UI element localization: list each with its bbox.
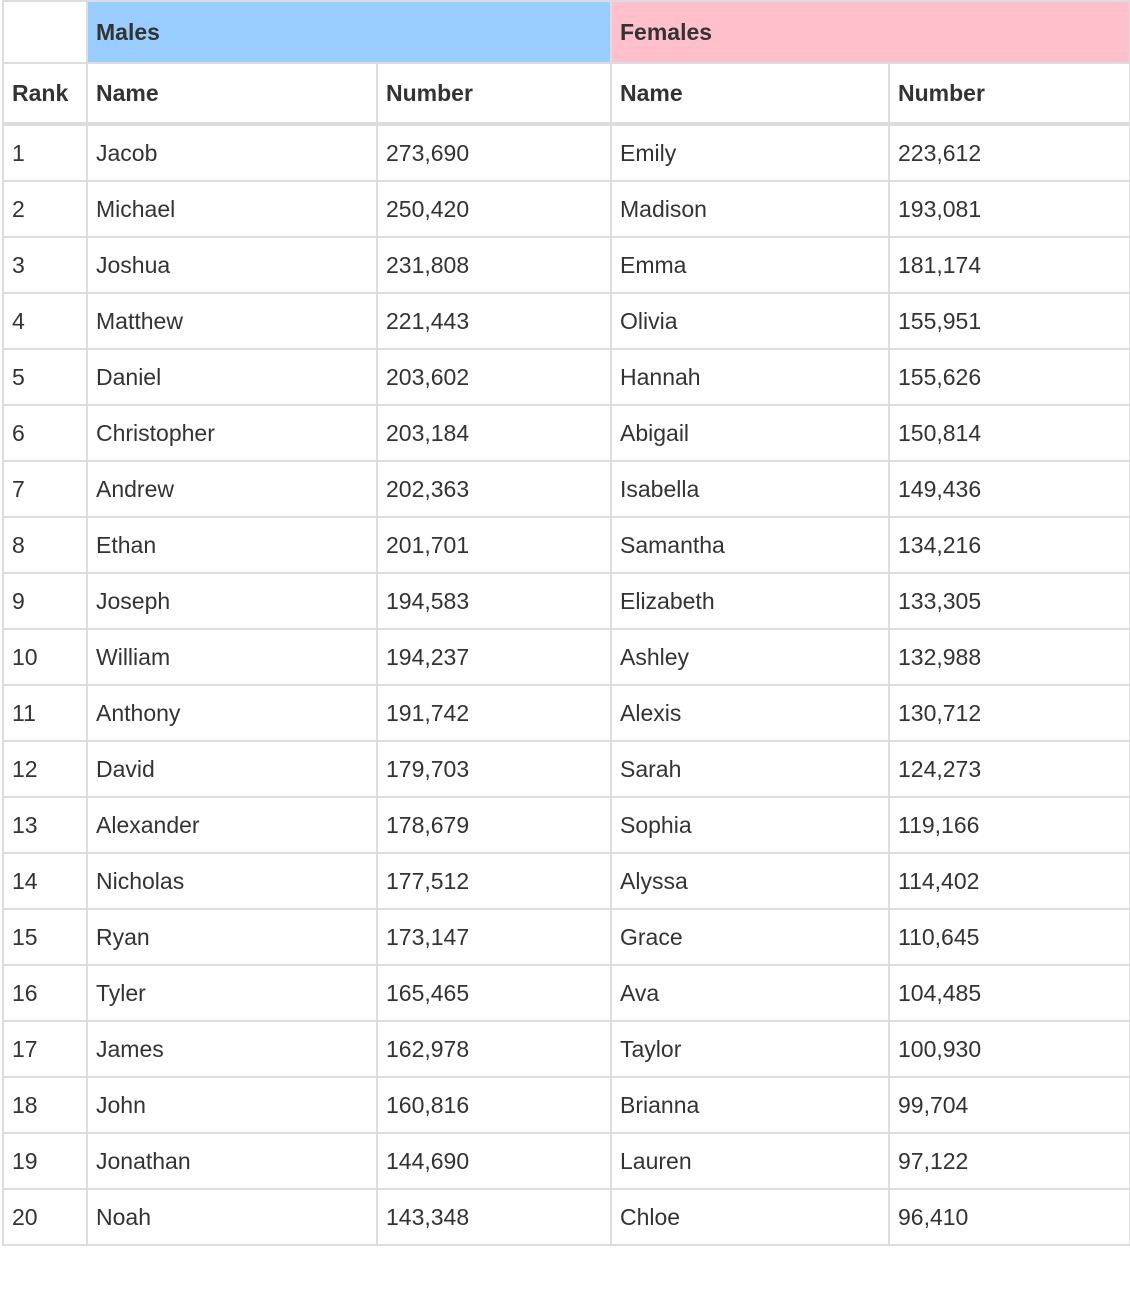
- table-row: [3, 461, 1130, 517]
- table-row: [3, 629, 1130, 685]
- rank-cell: 14: [3, 853, 87, 909]
- male-number-cell: 203,602: [377, 349, 611, 405]
- male-number-cell: 231,808: [377, 237, 611, 293]
- male-number-cell: 202,363: [377, 461, 611, 517]
- female-number-cell: 150,814: [889, 405, 1130, 461]
- table-row: [3, 741, 1130, 797]
- male-number-cell: 194,583: [377, 573, 611, 629]
- male-number-cell: 165,465: [377, 965, 611, 1021]
- table-row: [3, 1189, 1130, 1245]
- female-name-cell: Samantha: [611, 517, 889, 573]
- male-name-cell: Jacob: [87, 124, 377, 181]
- female-number-cell: 133,305: [889, 573, 1130, 629]
- male-name-cell: Joseph: [87, 573, 377, 629]
- female-name-cell: Taylor: [611, 1021, 889, 1077]
- female-number-cell: 114,402: [889, 853, 1130, 909]
- rank-cell: 3: [3, 237, 87, 293]
- male-number-cell: 273,690: [377, 124, 611, 181]
- rank-cell: 8: [3, 517, 87, 573]
- female-number-cell: 100,930: [889, 1021, 1130, 1077]
- rank-cell: 11: [3, 685, 87, 741]
- female-name-cell: Madison: [611, 181, 889, 237]
- rank-cell: 6: [3, 405, 87, 461]
- female-name-cell: Isabella: [611, 461, 889, 517]
- male-name-cell: Daniel: [87, 349, 377, 405]
- male-number-cell: 173,147: [377, 909, 611, 965]
- table-row: [3, 517, 1130, 573]
- male-name-cell: Noah: [87, 1189, 377, 1245]
- female-name-cell: Emma: [611, 237, 889, 293]
- female-name-cell: Olivia: [611, 293, 889, 349]
- male-number-cell: 201,701: [377, 517, 611, 573]
- female-number-cell: 134,216: [889, 517, 1130, 573]
- male-name-cell: Michael: [87, 181, 377, 237]
- male-name-cell: Alexander: [87, 797, 377, 853]
- table-row: [3, 181, 1130, 237]
- female-name-header: Name: [611, 63, 889, 124]
- rank-cell: 2: [3, 181, 87, 237]
- table-row: [3, 685, 1130, 741]
- male-name-header: Name: [87, 63, 377, 124]
- male-number-cell: 144,690: [377, 1133, 611, 1189]
- male-name-cell: Joshua: [87, 237, 377, 293]
- male-number-cell: 178,679: [377, 797, 611, 853]
- table-row: [3, 1077, 1130, 1133]
- female-number-cell: 104,485: [889, 965, 1130, 1021]
- male-number-cell: 177,512: [377, 853, 611, 909]
- column-header-row: [3, 63, 1130, 124]
- female-name-cell: Ashley: [611, 629, 889, 685]
- male-name-cell: Jonathan: [87, 1133, 377, 1189]
- table-row: [3, 573, 1130, 629]
- female-name-cell: Sophia: [611, 797, 889, 853]
- table-row: [3, 293, 1130, 349]
- rank-header: Rank: [3, 63, 87, 124]
- male-number-cell: 194,237: [377, 629, 611, 685]
- rank-cell: 17: [3, 1021, 87, 1077]
- rank-cell: 16: [3, 965, 87, 1021]
- rank-cell: 18: [3, 1077, 87, 1133]
- male-name-cell: Ethan: [87, 517, 377, 573]
- names-table: [2, 0, 1130, 1246]
- rank-cell: 9: [3, 573, 87, 629]
- female-number-cell: 110,645: [889, 909, 1130, 965]
- male-number-cell: 191,742: [377, 685, 611, 741]
- female-name-cell: Alexis: [611, 685, 889, 741]
- female-name-cell: Grace: [611, 909, 889, 965]
- male-number-cell: 179,703: [377, 741, 611, 797]
- female-number-cell: 155,951: [889, 293, 1130, 349]
- rank-cell: 4: [3, 293, 87, 349]
- table-row: [3, 405, 1130, 461]
- female-number-cell: 119,166: [889, 797, 1130, 853]
- rank-cell: 13: [3, 797, 87, 853]
- table-body: [3, 124, 1130, 1245]
- female-name-cell: Abigail: [611, 405, 889, 461]
- rank-cell: 1: [3, 124, 87, 181]
- table-row: [3, 909, 1130, 965]
- female-number-cell: 149,436: [889, 461, 1130, 517]
- female-name-cell: Hannah: [611, 349, 889, 405]
- female-name-cell: Sarah: [611, 741, 889, 797]
- table-row: [3, 853, 1130, 909]
- female-number-cell: 181,174: [889, 237, 1130, 293]
- male-number-header: Number: [377, 63, 611, 124]
- table-row: [3, 237, 1130, 293]
- table-row: [3, 965, 1130, 1021]
- female-name-cell: Brianna: [611, 1077, 889, 1133]
- male-number-cell: 143,348: [377, 1189, 611, 1245]
- rank-cell: 15: [3, 909, 87, 965]
- female-name-cell: Elizabeth: [611, 573, 889, 629]
- male-number-cell: 203,184: [377, 405, 611, 461]
- female-name-cell: Lauren: [611, 1133, 889, 1189]
- male-number-cell: 250,420: [377, 181, 611, 237]
- male-name-cell: Ryan: [87, 909, 377, 965]
- male-name-cell: Matthew: [87, 293, 377, 349]
- male-name-cell: Tyler: [87, 965, 377, 1021]
- female-number-cell: 132,988: [889, 629, 1130, 685]
- table-row: [3, 1021, 1130, 1077]
- males-group-header: Males: [87, 1, 611, 63]
- table-row: [3, 124, 1130, 181]
- male-name-cell: Anthony: [87, 685, 377, 741]
- female-name-cell: Emily: [611, 124, 889, 181]
- female-number-cell: 96,410: [889, 1189, 1130, 1245]
- rank-cell: 10: [3, 629, 87, 685]
- table-row: [3, 1133, 1130, 1189]
- rank-cell: 7: [3, 461, 87, 517]
- blank-corner-cell: [3, 1, 87, 63]
- female-name-cell: Chloe: [611, 1189, 889, 1245]
- male-name-cell: David: [87, 741, 377, 797]
- female-number-cell: 223,612: [889, 124, 1130, 181]
- females-group-header: Females: [611, 1, 1130, 63]
- male-name-cell: Christopher: [87, 405, 377, 461]
- female-name-cell: Ava: [611, 965, 889, 1021]
- male-name-cell: John: [87, 1077, 377, 1133]
- female-number-cell: 193,081: [889, 181, 1130, 237]
- table-row: [3, 349, 1130, 405]
- female-number-cell: 124,273: [889, 741, 1130, 797]
- female-number-cell: 99,704: [889, 1077, 1130, 1133]
- male-number-cell: 221,443: [377, 293, 611, 349]
- female-number-cell: 155,626: [889, 349, 1130, 405]
- female-name-cell: Alyssa: [611, 853, 889, 909]
- male-name-cell: William: [87, 629, 377, 685]
- male-number-cell: 162,978: [377, 1021, 611, 1077]
- rank-cell: 12: [3, 741, 87, 797]
- female-number-cell: 97,122: [889, 1133, 1130, 1189]
- female-number-header: Number: [889, 63, 1130, 124]
- male-name-cell: Andrew: [87, 461, 377, 517]
- rank-cell: 5: [3, 349, 87, 405]
- female-number-cell: 130,712: [889, 685, 1130, 741]
- group-header-row: [3, 1, 1130, 63]
- rank-cell: 20: [3, 1189, 87, 1245]
- table-row: [3, 797, 1130, 853]
- rank-cell: 19: [3, 1133, 87, 1189]
- male-name-cell: Nicholas: [87, 853, 377, 909]
- male-name-cell: James: [87, 1021, 377, 1077]
- male-number-cell: 160,816: [377, 1077, 611, 1133]
